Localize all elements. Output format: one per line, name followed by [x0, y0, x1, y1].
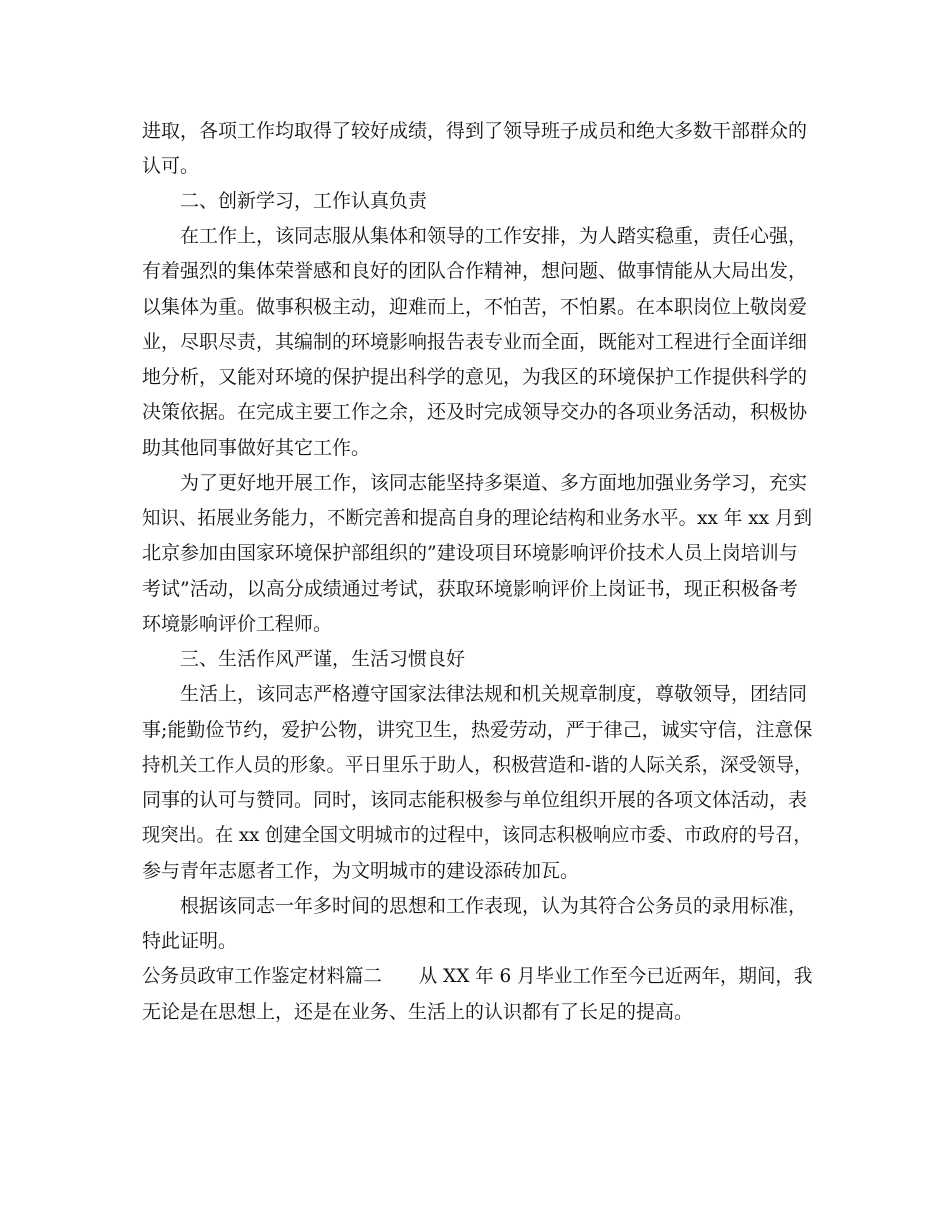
- text-line: 知识、拓展业务能力，不断完善和提高自身的理论结构和业务水平。xx 年 xx 月到: [142, 507, 812, 529]
- text-line: 持机关工作人员的形象。平日里乐于助人，积极营造和-谐的人际关系，深受领导，: [142, 754, 813, 776]
- text-line: 事;能勤俭节约，爱护公物，讲究卫生，热爱劳动，严于律己，诚实守信，注意保: [142, 719, 813, 741]
- text-line: 有着强烈的集体荣誉感和良好的团队合作精神，想问题、做事情能从大局出发，: [142, 260, 808, 282]
- text-line: 公务员政审工作鉴定材料篇二 从 XX 年 6 月毕业工作至今已近两年，期间，我: [142, 965, 813, 987]
- text-line: 在工作上，该同志服从集体和领导的工作安排，为人踏实稳重，责任心强，: [180, 225, 808, 247]
- text-line: 北京参加由国家环境保护部组织的”建设项目环境影响评价技术人员上岗培训与: [142, 542, 798, 564]
- text-line: 决策依据。在完成主要工作之余，还及时完成领导交办的各项业务活动，积极协: [142, 401, 808, 423]
- text-line: 为了更好地开展工作，该同志能坚持多渠道、多方面地加强业务学习，充实: [180, 472, 808, 494]
- text-line: 参与青年志愿者工作，为文明城市的建设添砖加瓦。: [142, 860, 580, 882]
- section-heading: 二、创新学习，工作认真负责: [180, 190, 428, 212]
- text-line: 以集体为重。做事积极主动，迎难而上，不怕苦，不怕累。在本职岗位上敬岗爱: [142, 296, 808, 318]
- text-line: 根据该同志一年多时间的思想和工作表现，认为其符合公务员的录用标准，: [180, 895, 808, 917]
- text-line: 助其他同事做好其它工作。: [142, 437, 371, 459]
- text-line: 无论是在思想上，还是在业务、生活上的认识都有了长足的提高。: [142, 1001, 694, 1023]
- text-line: 进取，各项工作均取得了较好成绩，得到了领导班子成员和绝大多数干部群众的: [142, 120, 808, 142]
- text-line: 现突出。在 xx 创建全国文明城市的过程中，该同志积极响应市委、市政府的号召，: [142, 824, 812, 846]
- text-line: 生活上，该同志严格遵守国家法律法规和机关规章制度，尊敬领导，团结同: [180, 683, 808, 705]
- text-line: 考试”活动，以高分成绩通过考试，获取环境影响评价上岗证书，现正积极备考: [142, 578, 798, 600]
- text-line: 特此证明。: [142, 930, 238, 952]
- text-line: 环境影响评价工程师。: [142, 613, 333, 635]
- text-line: 地分析，又能对环境的保护提出科学的意见，为我区的环境保护工作提供科学的: [142, 366, 808, 388]
- text-line: 认可。: [142, 155, 200, 177]
- text-line: 同事的认可与赞同。同时，该同志能积极参与单位组织开展的各项文体活动，表: [142, 789, 808, 811]
- text-line: 业，尽职尽责，其编制的环境影响报告表专业而全面，既能对工程进行全面详细: [142, 331, 808, 353]
- section-heading: 三、生活作风严谨，生活习惯良好: [180, 648, 466, 670]
